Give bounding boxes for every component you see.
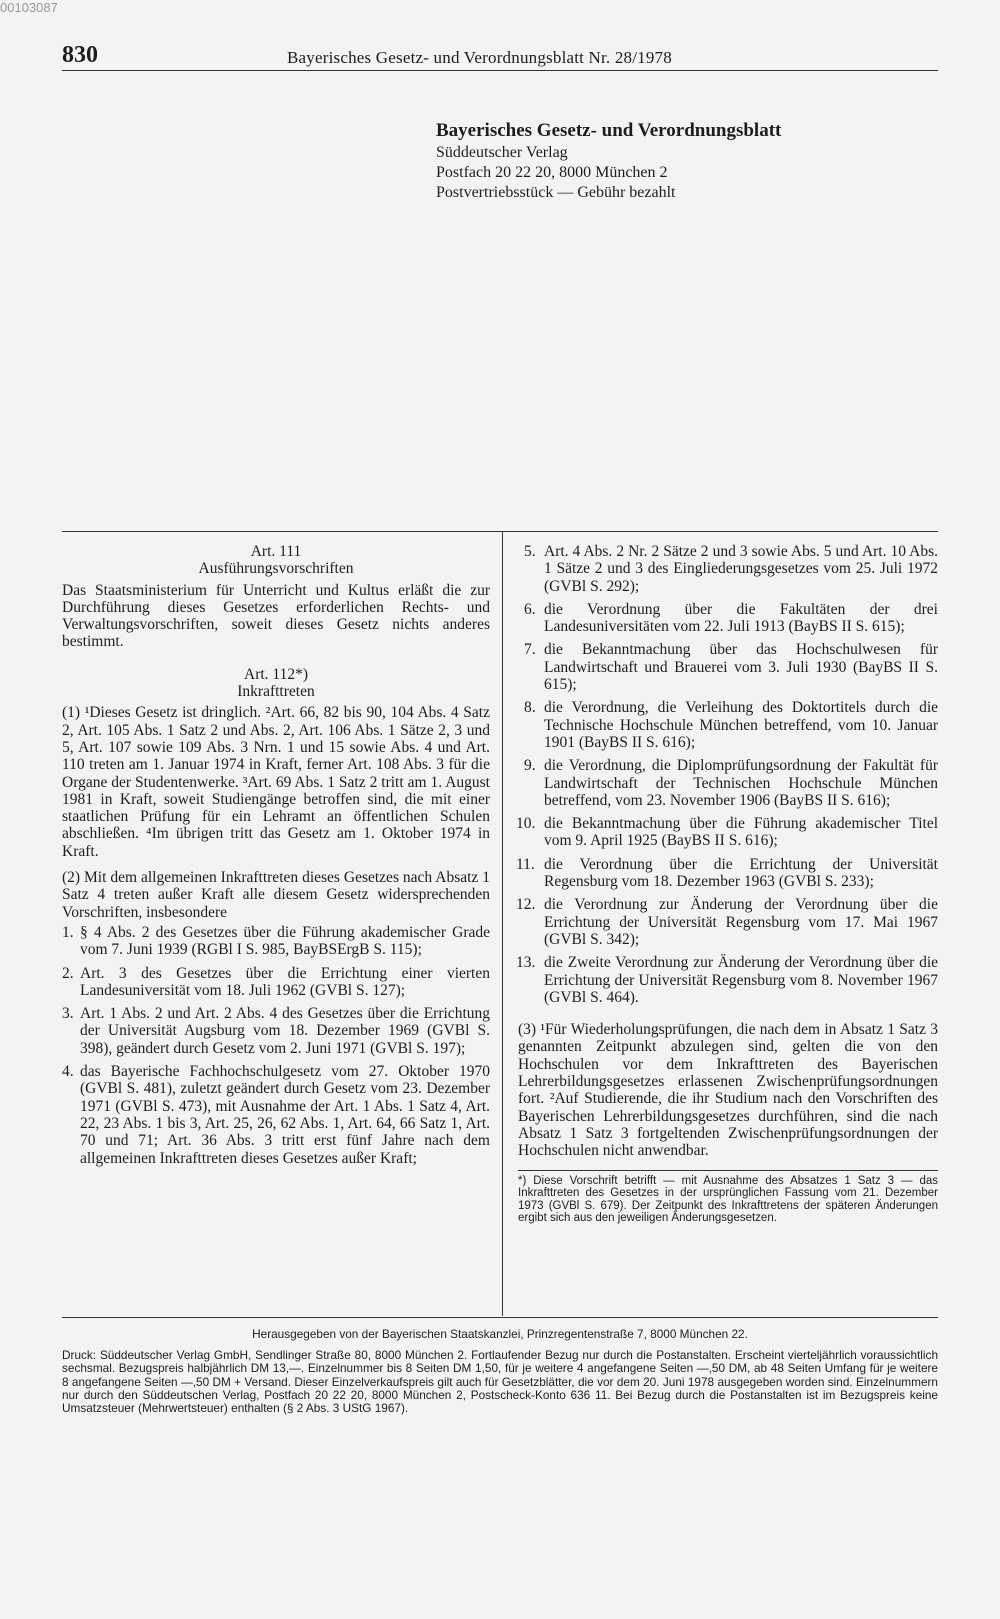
list-item: 8. die Verordnung, die Verleihung des Doktortitels durch die Technische Hochschule München betreffend, vom 10. Januar 1901 (BayBS II S. 616); <box>524 699 938 751</box>
list-item: 13. die Zweite Verordnung zur Änderung der Verordnung über die Errichtung der Universität Regensburg vom 8. November 1967 (GVBl S. 464). <box>516 954 938 1006</box>
section-rule-top <box>62 531 938 532</box>
publisher-block <box>436 119 916 203</box>
list-item: 1. § 4 Abs. 2 des Gesetzes über die Führung akademischer Grade vom 7. Juni 1939 (RGBl I S. 985, BayBSErgB S. 115); <box>62 923 490 959</box>
list-item: 6. die Verordnung über die Fakultäten der drei Landesuniversitäten vom 22. Juli 1913 (BayBS II S. 615); <box>524 600 938 636</box>
article-112-title: Inkrafttreten <box>237 683 315 701</box>
footnote: *) Diese Vorschrift betrifft — mit Ausnahme des Absatzes 1 Satz 3 — das Inkrafttreten des Gesetzes in der ursprünglichen Fassung vom 21. Dezember 1973 (GVBl S. 679). Der Zeitpunkt des Inkrafttretens der späteren Änderungen ergibt sich aus den jeweiligen Änderungsgesetzen. <box>518 1170 938 1225</box>
archive-mark: 00103087 <box>0 0 58 15</box>
print-and-pricing-info: Druck: Süddeutscher Verlag GmbH, Sendlinger Straße 80, 8000 München 2. Fortlaufender Bezug nur durch die Postanstalten. Erscheint vierteljährlich voraussichtlich sechsmal. Bezugspreis halbjährlich DM 13,—. Einzelnummer bis 8 Seiten DM 1,50, für je weitere 4 angefangene Seiten —,50 DM, ab 48 Seiten Umfang für je weitere 8 angefangene Seiten —,50 DM + Versand. Dieser Einzelverkaufspreis gilt auch für Gesetzblätter, die vor dem 20. Juni 1978 ausgegeben worden sind. Einzelnummern nur durch den Süddeutschen Verlag, Postfach 20 22 20, 8000 München 2, Postscheck-Konto 636 11. Bei Bezug durch die Postanstalten ist im Bezugspreis keine Umsatzsteuer (Mehrwertsteuer) enthalten (§ 2 Abs. 3 UStG 1967). <box>62 1348 938 1416</box>
page-number: 830 <box>62 42 98 68</box>
article-112-paragraph-3: (3) ¹Für Wiederholungsprüfungen, die nach dem in Absatz 1 Satz 3 genannten Zeitpunkt abzulegen sind, gelten die von den Hochschulen vor dem Inkrafttreten des Bayerischen Lehrerbildungsgesetzes erlassenen Zwischenprüfungsordnungen fort. ²Auf Studierende, die ihr Studium nach den Vorschriften des Bayerischen Lehrerbildungsgesetzes durchführen, sind die nach Absatz 1 Satz 3 fortgeltenden Zwischenprüfungsordnungen der Hochschulen nicht anwendbar. <box>518 1021 938 1160</box>
list-item: 9. die Verordnung, die Diplomprüfungsordnung der Fakultät für Landwirtschaft der Technischen Hochschule München betreffend, vom 23. November 1906 (BayBS II S. 616); <box>524 757 938 809</box>
article-111-title: Ausführungsvorschriften <box>198 560 354 578</box>
gazette-title: Bayerisches Gesetz- und Verordnungsblatt Nr. 28/1978 <box>287 48 672 67</box>
issuer-line: Herausgegeben von der Bayerischen Staatskanzlei, Prinzregentenstraße 7, 8000 München 22. <box>252 1327 748 1341</box>
publisher-name: Bayerisches Gesetz- und Verordnungsblatt <box>436 120 782 141</box>
list-item: 5. Art. 4 Abs. 2 Nr. 2 Sätze 2 und 3 sowie Abs. 5 und Art. 10 Abs. 1 Sätze 2 und 3 des Eingliederungsgesetzes vom 25. Juli 1972 (GVBl S. 292); <box>524 543 938 595</box>
repealed-list-right <box>518 543 938 1006</box>
list-item: 3. Art. 1 Abs. 2 und Art. 2 Abs. 4 des Gesetzes über die Errichtung der Universität Augsburg vom 18. Dezember 1969 (GVBl S. 398), geändert durch Gesetz vom 2. Juni 1971 (GVBl S. 197); <box>62 1005 490 1057</box>
article-111-text: Das Staatsministerium für Unterricht und Kultus erläßt die zur Durchführung dieses Gesetzes erforderlichen Rechts- und Verwaltungsvorschriften, soweit dieses Gesetz nichts anderes bestimmt. <box>62 581 490 651</box>
article-111-number: Art. 111 <box>250 543 302 560</box>
list-item: 12. die Verordnung zur Änderung der Verordnung über die Errichtung der Universität Regensburg vom 17. Mai 1967 (GVBl S. 342); <box>516 896 938 948</box>
article-112-paragraph-2: (2) Mit dem allgemeinen Inkrafttreten dieses Gesetzes nach Absatz 1 Satz 4 treten außer Kraft alle diesem Gesetz widersprechenden Vorschriften, insbesondere <box>62 869 490 921</box>
article-112-paragraph-1: (1) ¹Dieses Gesetz ist dringlich. ²Art. 66, 82 bis 90, 104 Abs. 4 Satz 2, Art. 105 Abs. 1 Satz 2 und Abs. 2, Art. 106 Abs. 1 Sätze 2, 3 und 5, Art. 107 sowie 109 Abs. 3 Nrn. 1 und 15 sowie Abs. 4 und Art. 110 treten am 1. Januar 1974 in Kraft, ferner Art. 108 Abs. 3 für die Organe der Studentenwerke. ³Art. 69 Abs. 1 Satz 2 tritt am 1. August 1981 in Kraft, soweit Studiengänge betroffen sind, die mit einer staatlichen Prüfung für ein Lehramt an öffentlichen Schulen abschließen. ⁴Im übrigen tritt das Gesetz am 1. Oktober 1974 in Kraft. <box>62 704 490 860</box>
article-112-number: Art. 112*) <box>244 665 308 683</box>
section-rule-bottom <box>62 1317 938 1318</box>
list-item: 10. die Bekanntmachung über die Führung akademischer Titel vom 9. April 1925 (BayBS II S. 616); <box>516 815 938 850</box>
imprint-footer <box>62 1328 938 1415</box>
list-item: 4. das Bayerische Fachhochschulgesetz vom 27. Oktober 1970 (GVBl S. 481), zuletzt geändert durch Gesetz vom 23. Dezember 1971 (GVBl S. 473), mit Ausnahme der Art. 1 Abs. 1 Satz 4, Art. 22, 23 Abs. 1 bis 3, Art. 25, 26, 62 Abs. 1, Art. 64, 66 Satz 1, Art. 70 und 71; Art. 36 Abs. 3 tritt erst fünf Jahre nach dem allgemeinen Inkrafttreten dieses Gesetzes außer Kraft; <box>62 1063 490 1167</box>
page-header <box>62 40 938 71</box>
publisher-line: Süddeutscher Verlag <box>436 144 568 161</box>
list-item: 7. die Bekanntmachung über das Hochschulwesen für Landwirtschaft und Brauerei vom 3. Juli 1930 (BayBS II S. 615); <box>524 641 938 694</box>
publisher-line: Postvertriebsstück — Gebühr bezahlt <box>436 184 676 201</box>
list-item: 2. Art. 3 des Gesetzes über die Errichtung einer vierten Landesuniversität vom 18. Juli 1962 (GVBl S. 127); <box>62 964 490 999</box>
publisher-line: Postfach 20 22 20, 8000 München 2 <box>436 164 668 181</box>
left-column <box>62 543 490 1173</box>
column-divider <box>502 531 503 1316</box>
right-column <box>518 543 938 1225</box>
list-item: 11. die Verordnung über die Errichtung der Universität Regensburg vom 18. Dezember 1963 (GVBl S. 233); <box>516 855 938 891</box>
repealed-list-left <box>62 924 490 1167</box>
